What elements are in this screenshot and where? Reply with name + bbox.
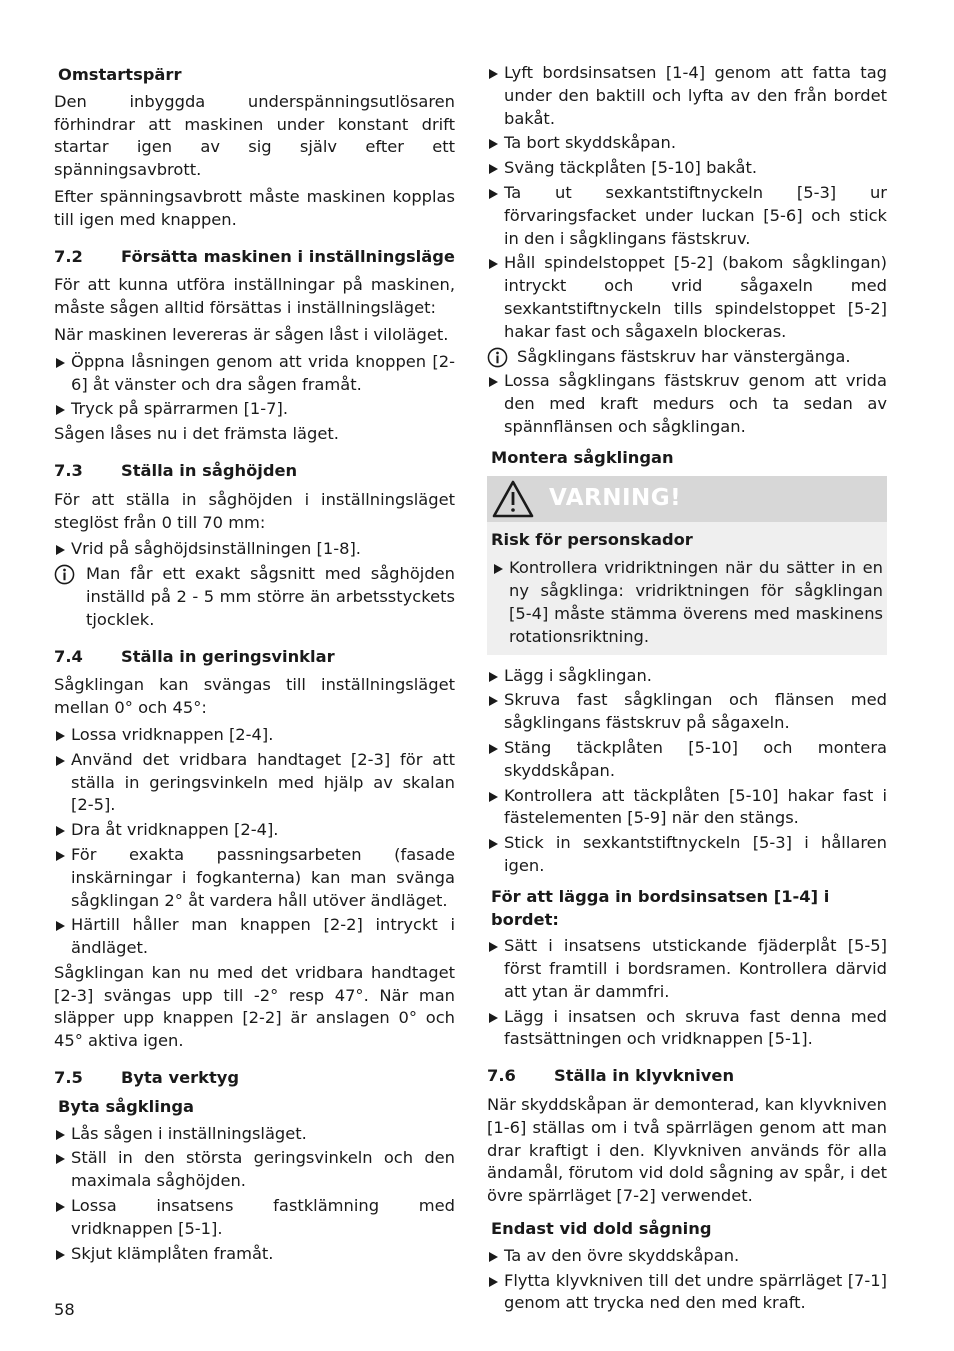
- left-column: [54, 62, 455, 1267]
- omstart-paragraph-2: Efter spänningsavbrott måste maskinen kopplas till igen med knappen.: [54, 186, 455, 229]
- montera-heading: Montera sågklingan: [491, 447, 674, 467]
- info-icon: [54, 564, 75, 585]
- bordsinsats-heading: För att lägga in bordsinsatsen [1-4] i bordet:: [491, 886, 830, 929]
- section-7-2-heading: [54, 246, 455, 269]
- dold-heading: Endast vid dold sågning: [491, 1219, 712, 1239]
- omstartsparr-heading: Omstartspärr: [58, 65, 182, 84]
- section-title: Ställa in geringsvinklar: [121, 646, 335, 666]
- bord-bullet-1: Sätt i insatsens utstickande fjäderplåt [5-5] först framtill i bordsramen. Kontrollera därvid att ytan är dammfri.: [487, 935, 887, 1003]
- s72-paragraph-3: Sågen låses nu i det främsta läget.: [54, 424, 339, 444]
- s72-bullet-1: Öppna låsningen genom att vrida knoppen [2-6] åt vänster och dra sågen framåt.: [54, 351, 455, 397]
- r-bullet-1: Lyft bordsinsatsen [1-4] genom att fatta tag under den baktill och lyfta av den från bordet bakåt.: [487, 62, 887, 130]
- warning-box: [487, 476, 887, 655]
- s74-paragraph-2: Sågklingan kan nu med det vridbara handtaget [2-3] svängas upp till -2° resp 47°. När man släpper upp knappen [2-2] är anslagen 0° och 45° aktiva igen.: [54, 962, 455, 1051]
- dold-bullet-2: Flytta klyvkniven till det undre spärrläget [7-1] genom att trycka ned den med kraft.: [487, 1270, 887, 1316]
- m-bullet-2: Skruva fast sågklingan och flänsen med sågklingans fästskruv på sågaxeln.: [487, 689, 887, 735]
- r-bullet-6: Lossa sågklingans fästskruv genom att vrida den med kraft medurs och ta sedan av spännflänsen och sågklingan.: [487, 370, 887, 438]
- section-7-4-heading: [54, 646, 455, 669]
- section-7-5-heading: [54, 1067, 455, 1090]
- s74-bullet-3: Dra åt vridknappen [2-4].: [54, 819, 455, 842]
- byta-sagklinga-heading: Byta sågklinga: [58, 1096, 195, 1116]
- s74-bullet-1: Lossa vridknappen [2-4].: [54, 724, 455, 747]
- section-7-3-heading: [54, 460, 455, 483]
- warning-bullet: Kontrollera vridriktningen när du sätter in en ny sågklinga: vridriktningen för sågklingan [5-4] måste stämma överens med maskinens rotationsriktning.: [492, 557, 883, 648]
- r-bullet-4: Ta ut sexkantstiftnyckeln [5-3] ur förvaringsfacket under luckan [5-6] och stick in den i sågklingans fästskruv.: [487, 182, 887, 250]
- warning-subheading: Risk för personskador: [491, 529, 693, 549]
- s76-paragraph-1: När skyddskåpan är demonterad, kan klyvkniven [1-6] ställas om i två spärrlägen genom att man drar kraftigt i den. Klyvkniven används för alla ändamål, förutom vid dold sågning av spår, i det övre spärrläget [7-2] verwendet.: [487, 1095, 887, 1206]
- byta-bullet-2: Ställ in den största geringsvinkeln och den maximala såghöjden.: [54, 1147, 455, 1193]
- m-bullet-3: Stäng täckplåten [5-10] och montera skyddskåpan.: [487, 737, 887, 783]
- m-bullet-5: Stick in sexkantstiftnyckeln [5-3] i hållaren igen.: [487, 832, 887, 878]
- section-number: 7.2: [54, 246, 83, 266]
- section-number: 7.6: [487, 1066, 516, 1086]
- m-bullet-1: Lägg i sågklingan.: [487, 665, 887, 688]
- s72-paragraph-1: För att kunna utföra inställningar på maskinen, måste sågen alltid försättas i inställningsläget:: [54, 275, 455, 318]
- r-info-note: [487, 346, 887, 369]
- page-number: 58: [54, 1300, 75, 1319]
- s73-paragraph-1: För att ställa in såghöjden i inställningsläget steglöst från 0 till 70 mm:: [54, 489, 455, 532]
- warning-triangle-icon: [491, 479, 535, 519]
- m-bullet-4: Kontrollera att täckplåten [5-10] hakar fast i fästelementen [5-9] när den stängs.: [487, 785, 887, 831]
- section-title: Försätta maskinen i inställningsläge: [121, 246, 455, 266]
- section-number: 7.5: [54, 1068, 83, 1088]
- s74-bullet-5: Härtill håller man knappen [2-2] intryckt i ändläget.: [54, 914, 455, 960]
- right-column: [487, 62, 887, 1317]
- byta-bullet-3: Lossa insatsens fastklämning med vridknappen [5-1].: [54, 1195, 455, 1241]
- info-text: Sågklingans fästskruv har vänstergänga.: [517, 346, 851, 366]
- s74-bullet-4: För exakta passningsarbeten (fasade inskärningar i fogkanterna) kan man svänga sågklingan 2° åt vardera håll utöver ändläget.: [54, 844, 455, 912]
- section-7-6-heading: [487, 1065, 887, 1088]
- byta-bullet-1: Lås sågen i inställningsläget.: [54, 1123, 455, 1146]
- section-number: 7.3: [54, 460, 83, 480]
- s73-info-note: [54, 563, 455, 631]
- info-icon: [487, 347, 508, 368]
- info-text: Man får ett exakt sågsnitt med såghöjden inställd på 2 - 5 mm större än arbetsstyckets tjocklek.: [86, 564, 455, 629]
- s72-bullet-2: Tryck på spärrarmen [1-7].: [54, 398, 455, 421]
- warning-body: [487, 522, 887, 655]
- section-number: 7.4: [54, 646, 83, 666]
- warning-title: VARNING!: [549, 485, 682, 512]
- section-title: Byta verktyg: [121, 1068, 240, 1088]
- r-bullet-5: Håll spindelstoppet [5-2] (bakom sågklingan) intryckt och vrid sågaxeln med sexkantstiftnyckeln tills spindelstoppet [5-2] hakar fast och sågaxeln blockeras.: [487, 252, 887, 343]
- r-bullet-3: Sväng täckplåten [5-10] bakåt.: [487, 157, 887, 180]
- s72-paragraph-2: När maskinen levereras är sågen låst i viloläget.: [54, 324, 449, 344]
- dold-bullet-1: Ta av den övre skyddskåpan.: [487, 1245, 887, 1268]
- s73-bullet-1: Vrid på såghöjdsinställningen [1-8].: [54, 538, 455, 561]
- section-title: Ställa in klyvkniven: [554, 1066, 735, 1086]
- omstart-paragraph-1: Den inbyggda underspänningsutlösaren förhindrar att maskinen under konstant drift startar igen av sig själv efter ett spänningsavbrott.: [54, 91, 455, 180]
- warning-header: [487, 476, 887, 522]
- r-bullet-2: Ta bort skyddskåpan.: [487, 132, 887, 155]
- section-title: Ställa in såghöjden: [121, 460, 298, 480]
- s74-paragraph-1: Sågklingan kan svängas till inställningsläget mellan 0° och 45°:: [54, 675, 455, 718]
- bord-bullet-2: Lägg i insatsen och skruva fast denna med fastsättningen och vridknappen [5-1].: [487, 1006, 887, 1052]
- byta-bullet-4: Skjut klämplåten framåt.: [54, 1243, 455, 1266]
- s74-bullet-2: Använd det vridbara handtaget [2-3] för att ställa in geringsvinkeln med hjälp av skalan [2-5].: [54, 749, 455, 817]
